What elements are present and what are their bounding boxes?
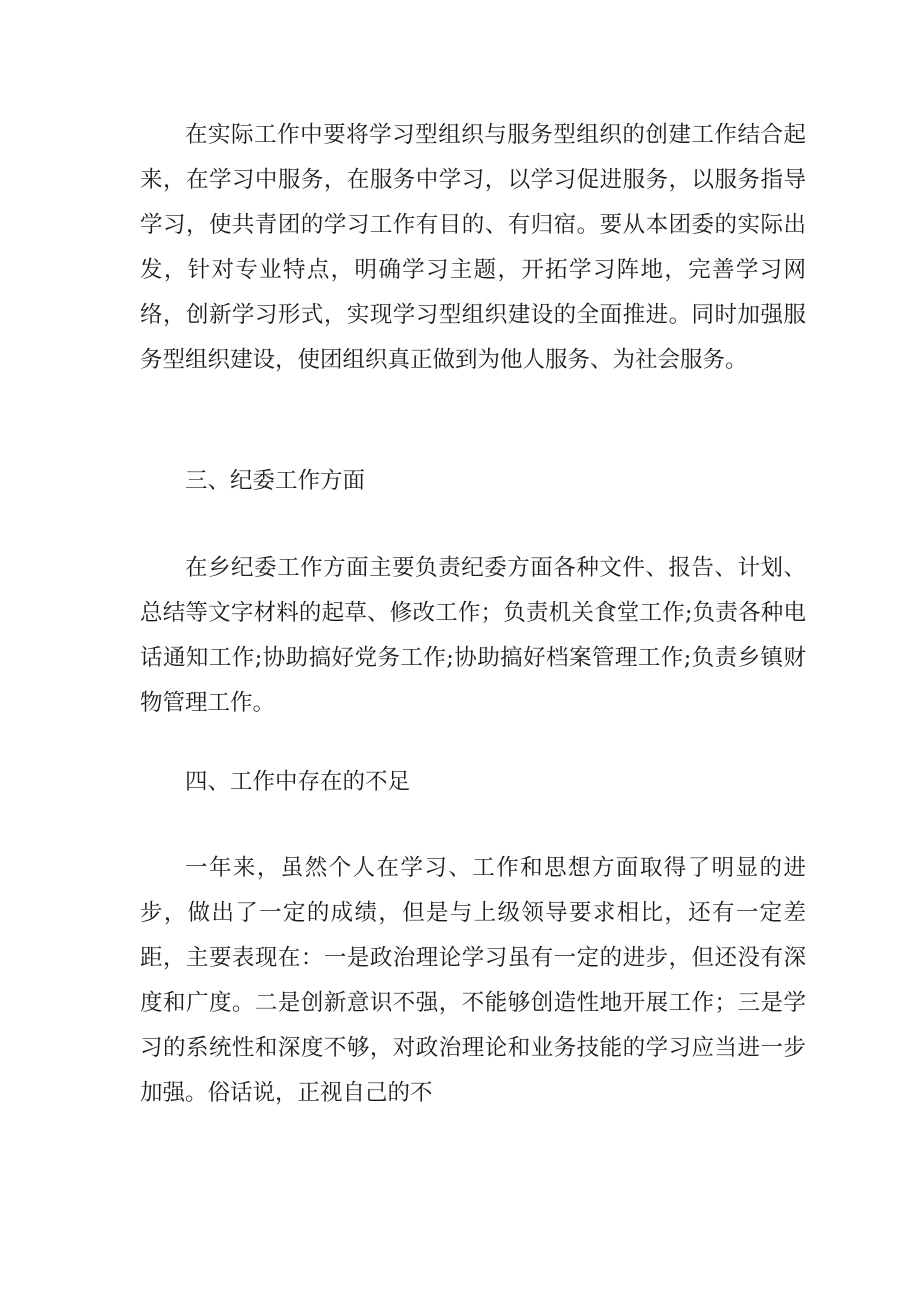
paragraph-discipline-work: 在乡纪委工作方面主要负责纪委方面各种文件、报告、计划、总结等文字材料的起草、修改工作；负责机关食堂工作;负责各种电话通知工作;协助搞好党务工作;协助搞好档案管理工作;负责乡镇财物管理工作。 xyxy=(140,555,806,716)
section-heading-shortcomings: 四、工作中存在的不足 xyxy=(185,769,411,795)
paragraph-shortcomings: 一年来，虽然个人在学习、工作和思想方面取得了明显的进步，做出了一定的成绩，但是与上级领导要求相比，还有一定差距，主要表现在：一是政治理论学习虽有一定的进步，但还没有深度和广度。二是创新意识不强，不能够创造性地开展工作；三是学习的系统性和深度不够，对政治理论和业务技能的学习应当进一步加强。俗话说，正视自己的不 xyxy=(140,855,806,1106)
paragraph-learning-service: 在实际工作中要将学习型组织与服务型组织的创建工作结合起来，在学习中服务，在服务中学习，以学习促进服务，以服务指导学习，使共青团的学习工作有目的、有归宿。要从本团委的实际出发，针对专业特点，明确学习主题，开拓学习阵地，完善学习网络，创新学习形式，实现学习型组织建设的全面推进。同时加强服务型组织建设，使团组织真正做到为他人服务、为社会服务。 xyxy=(140,122,806,373)
section-heading-discipline: 三、纪委工作方面 xyxy=(185,468,366,494)
